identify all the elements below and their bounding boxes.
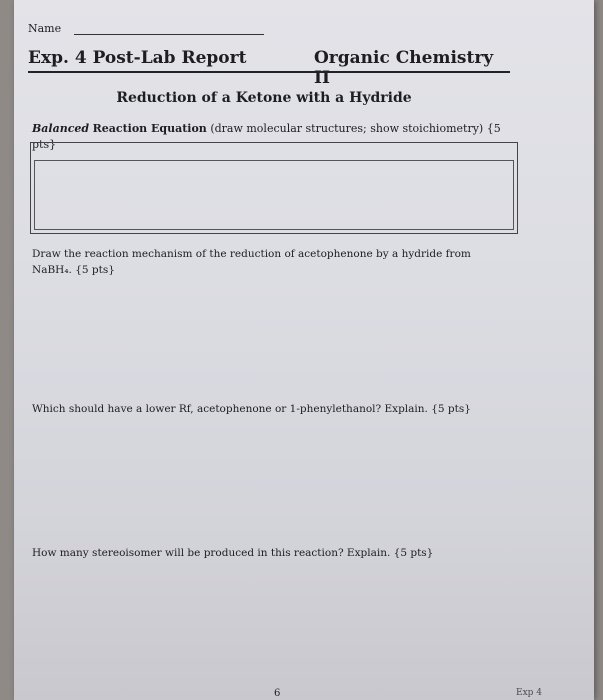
name-line xyxy=(74,34,264,35)
name-label: Name xyxy=(28,22,62,35)
equation-answer-inner-box xyxy=(34,160,514,230)
question-1-lead-bold: Reaction Equation xyxy=(92,122,207,135)
equation-answer-box[interactable] xyxy=(30,142,518,234)
header-rule xyxy=(28,71,510,73)
report-header xyxy=(28,48,508,88)
experiment-subtitle: Reduction of a Ketone with a Hydride xyxy=(116,90,412,106)
question-1-lead-italic: Balanced xyxy=(32,122,90,135)
page-number: 6 xyxy=(274,688,281,699)
question-rf: Which should have a lower Rf, acetophenone or 1-phenylethanol? Explain. {5 pts} xyxy=(32,403,471,415)
course-title: Organic Chemistry II xyxy=(314,48,494,88)
question-mechanism: Draw the reaction mechanism of the reduction of acetophenone by a hydride from NaBH₄. {5 pts} xyxy=(32,248,471,276)
corner-tag: Exp 4 xyxy=(516,688,542,698)
question-stereoisomer: How many stereoisomer will be produced in this reaction? Explain. {5 pts} xyxy=(32,547,434,559)
worksheet-page xyxy=(14,0,594,700)
question-1-text: (draw molecular structures; show stoichiometry) {5 pts} xyxy=(32,122,501,151)
report-title: Exp. 4 Post-Lab Report xyxy=(28,48,247,68)
